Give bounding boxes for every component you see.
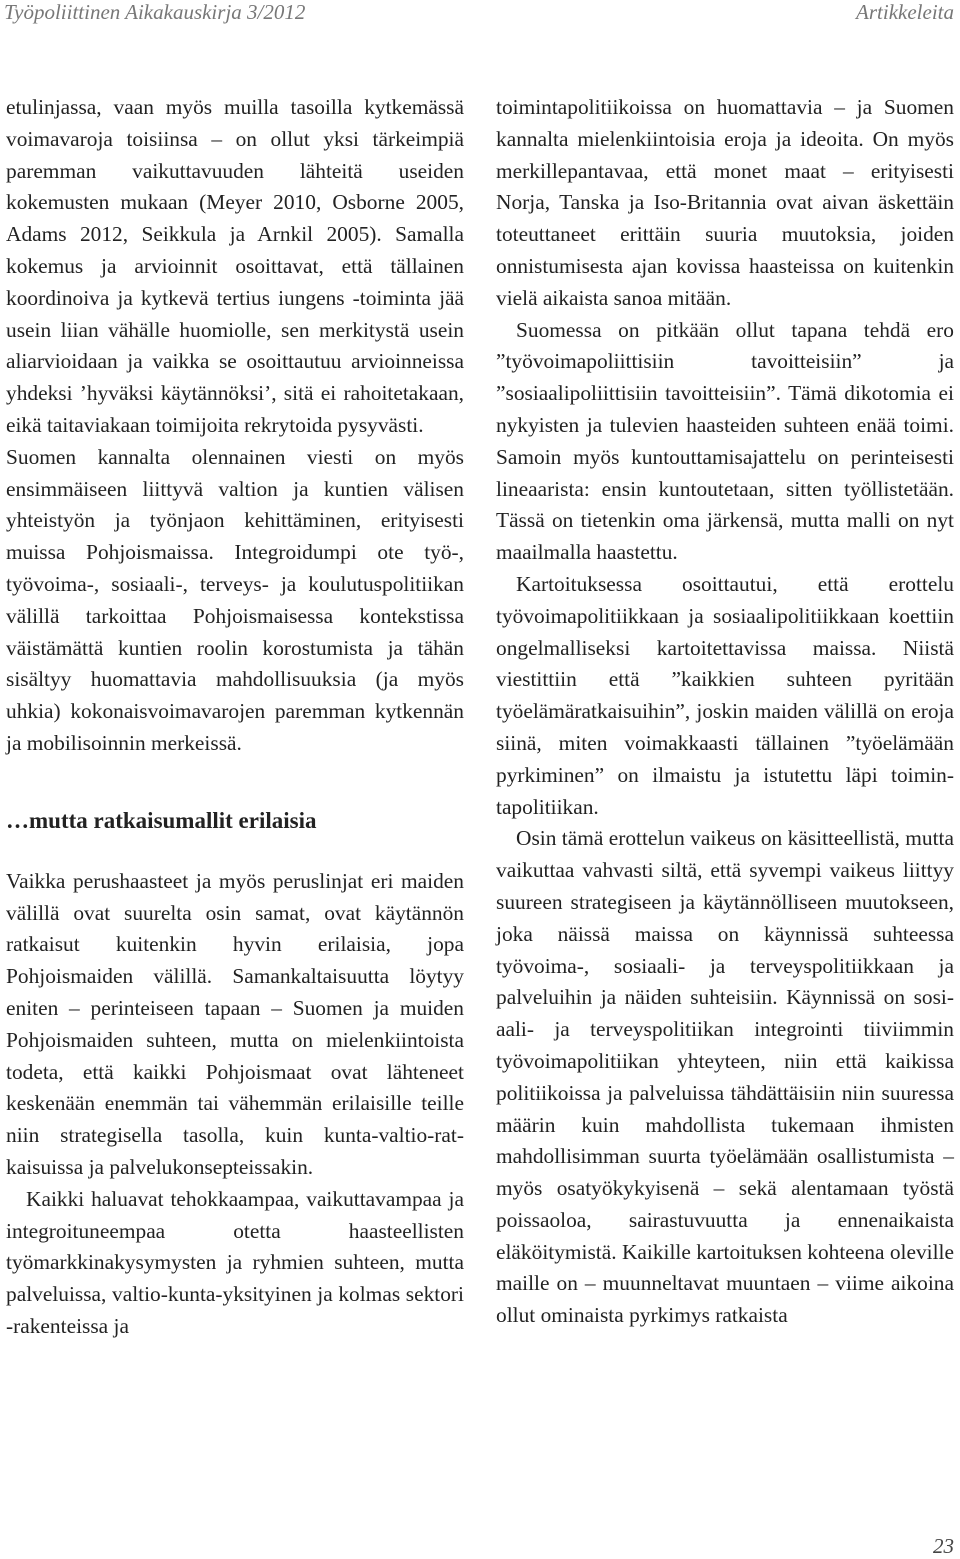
paragraph: Vaikka perushaasteet ja myös peruslinjat eri maiden välillä ovat suurelta osin samat, ovat käytännön ratkaisut kuitenkin hyvin erilaisia, jopa Pohjoismaiden välillä. Samankaltaisuutta löytyy eniten – perinteiseen tapaan – Suomen ja muiden Pohjoismaiden suhteen, mutta on mielenkiintoista todeta, että kaikki Pohjoismaat ovat lähteneet keskenään enemmän tai vähemmän erilaisille teille niin strategisella tasolla, kuin kunta-valtio-ratkaisuissa ja palvelukonsepteissakin. — [6, 868, 464, 1179]
paragraph: Suomen kannalta olennainen viesti on myös ensimmäiseen liittyvä valtion ja kuntien välisen yhteistyön ja työnjaon kehittäminen, erityisesti muissa Pohjoismaissa. Integroidumpi ote työ-, työvoima-, sosiaali-, terveys- ja koulutuspolitiikan välillä tarkoittaa Pohjoismaisessa kontekstissa väistämättä kuntien roolin korostumista ja tähän sisältyy huomattavia mahdollisuuksia (ja myös uhkia) kokonaisvoimavarojen paremman kytkennän ja mobilisoinnin merkeissä. — [6, 444, 464, 755]
section-label: Artikkeleita — [856, 0, 954, 24]
running-header — [0, 0, 960, 28]
left-column — [6, 92, 464, 1343]
page-number: 23 — [933, 1534, 954, 1558]
paragraph: Suomessa on pitkään ollut tapana tehdä ero ”työvoimapoliittisiin tavoitteisiin” ja ”sosiaalipoliittisiin tavoitteisiin”. Tämä dikotomia ei nykyisten ja tulevien haasteiden suhteen enää toimi. Samoin myös kuntouttamisajattelu on perinteisesti lineaarista: ensin kuntoutetaan, sitten työllistetään. Tässä on tietenkin oma järkensä, mutta malli on nyt maailmalla haastettu. — [496, 317, 954, 565]
paragraph: Osin tämä erottelun vaikeus on käsitteellistä, mutta vaikuttaa vahvasti siltä, että syvempi vaikeus liittyy suureen strategiseen ja käytännölliseen muutokseen, joka näissä maissa on käynnissä suhteessa työvoima-, sosiaali- ja terveyspolitiikkaan ja palveluihin ja näiden suhteisiin. Käynnissä on sosiaali- ja terveyspolitiikan integrointi tiiviimmin työvoimapolitiikan yhteyteen, niin että kaikissa politiikoissa ja palveluissa tähdättäisiin niin suuressa määrin kuin mahdollista tukemaan ihmisten mahdollisimman suurta työelämään osallistumista – myös osatyökykyisenä – sekä alentamaan työstä poissaoloa, sairastuvuutta ja ennenaikaista eläköitymistä. Kaikille kartoituksen kohteena oleville maille on – muunneltavat muuntaen – viime aikoina ollut ominaista pyrkimys ratkaista — [496, 826, 954, 1328]
right-column — [496, 92, 954, 1332]
paragraph: Kaikki haluavat tehokkaampaa, vaikuttavampaa ja integroituneempaa otetta haasteellisten työmarkkinakysymysten ja ryhmien suhteen, mutta palveluissa, valtio-kunta-yksityinen ja kolmas sektori -rakenteissa ja — [6, 1186, 464, 1338]
section-heading: …mutta ratkaisumallit erilaisia — [6, 807, 317, 833]
paragraph: toimintapolitiikoissa on huomattavia – ja Suomen kannalta mielenkiintoisia eroja ja ideoita. On myös merkillepantavaa, että monet maat – erityisesti Norja, Tanska ja Iso-Britannia ovat aivan äskettäin toteuttaneet erittäin suuria muutoksia, joiden onnistumisesta ajan kovissa haasteissa on kuitenkin vielä aikaista sanoa mitään. — [496, 95, 954, 310]
journal-title: Työpoliittinen Aikakauskirja 3/2012 — [4, 0, 306, 24]
paragraph: etulinjassa, vaan myös muilla tasoilla kytkemässä voimavaroja toisiinsa – on ollut yksi tärkeimpiä paremman vaikuttavuuden lähteitä useiden kokemusten mukaan (Meyer 2010, Osborne 2005, Adams 2012, Seikkula ja Arnkil 2005). Samalla kokemus ja arvioinnit osoittavat, että tällainen koordinoiva ja kytkevä tertius iungens -toiminta jää usein liian vähälle huomiolle, sen merkitystä usein aliarvioidaan ja vaikka se osoittautuu arvioinneissa yhdeksi ’hyväksi käytännöksi’, sitä ei rahoitetakaan, eikä taitaviakaan toimijoita rekrytoida pysyvästi. — [6, 95, 464, 437]
paragraph: Kartoituksessa osoittautui, että erottelu työvoimapolitiikkaan ja sosiaalipolitiikkaan koettiin ongelmalliseksi kartoitettavissa maissa. Niistä viestittiin että ”kaikkien suhteen pyritään työelämäratkaisuihin”, joskin maiden välillä on eroja siinä, miten voimakkaasti tällainen ”työelämään pyrkiminen” on ilmaistu ja istutettu läpi toimintapolitiikan. — [496, 571, 954, 819]
